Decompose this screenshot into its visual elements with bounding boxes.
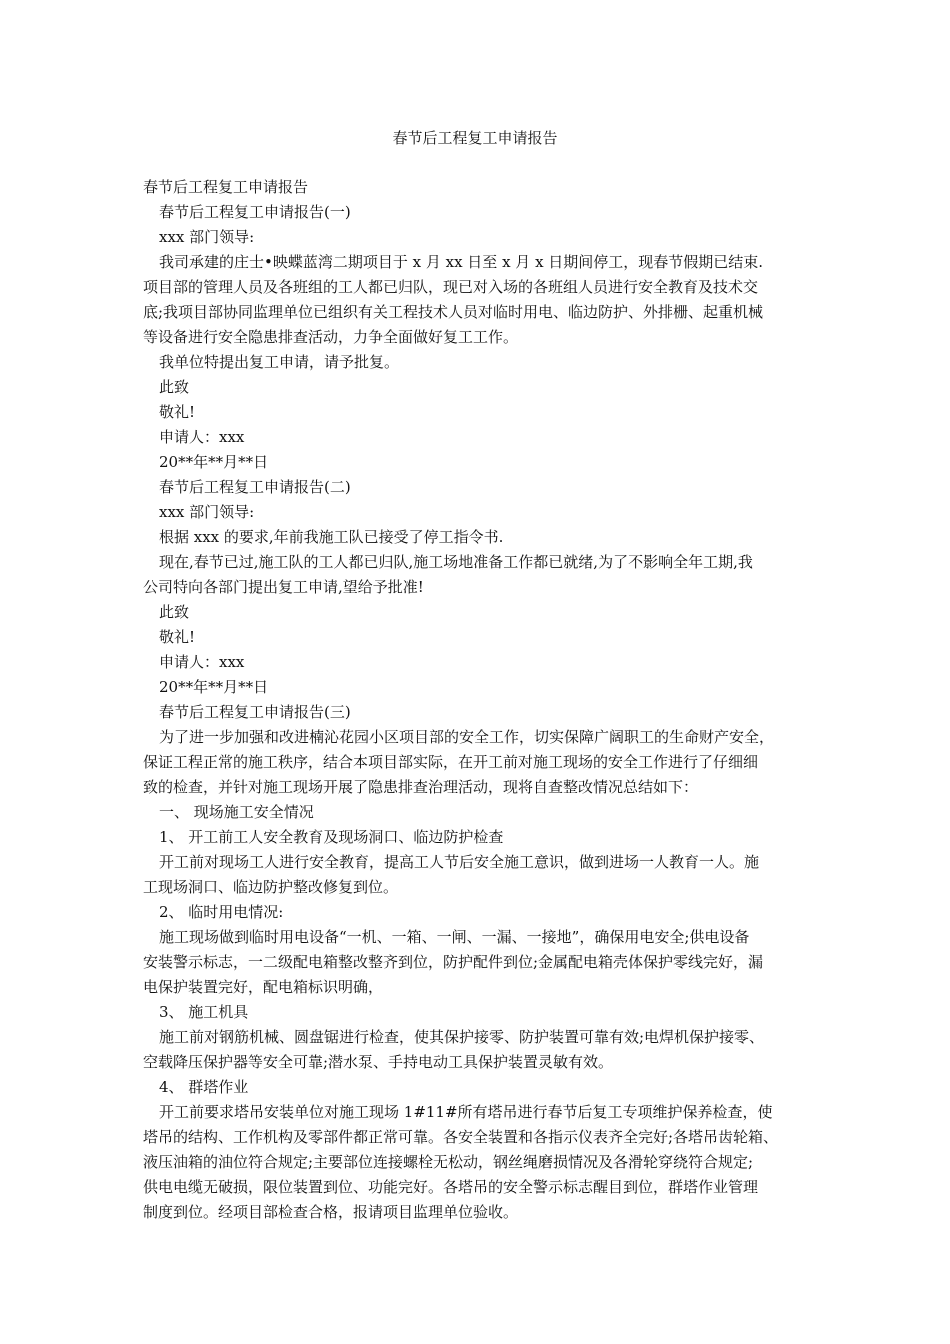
date-line: 20**年**月**日 [159,678,269,696]
paragraph-line: 工现场洞口、临边防护整改修复到位。 [143,878,399,896]
closing-line: 此致 [159,378,190,396]
part-heading: 一、 现场施工安全情况 [159,803,314,821]
paragraph-line: 塔吊的结构、工作机构及零部件都正常可靠。各安全装置和各指示仪表齐全完好;各塔吊齿轮箱、 [143,1128,779,1146]
closing-line: 敬礼! [159,403,196,421]
paragraph-line: 为了进一步加强和改进楠沁花园小区项目部的安全工作，切实保障广阔职工的生命财产安全， [159,728,775,746]
paragraph-line: 公司特向各部门提出复工申请,望给予批准! [143,578,424,596]
paragraph-line: 施工现场做到临时用电设备“一机、一箱、一闸、一漏、一接地”，确保用电安全;供电设备 [159,928,750,946]
paragraph-line: 液压油箱的油位符合规定;主要部位连接螺栓无松动，钢丝绳磨损情况及各滑轮穿绕符合规定; [143,1153,754,1171]
date-line: 20**年**月**日 [159,453,269,471]
section-title: 春节后工程复工申请报告(一) [159,203,351,221]
closing-line: 敬礼! [159,628,196,646]
salutation: xxx 部门领导: [159,503,255,521]
paragraph-line: 电保护装置完好，配电箱标识明确， [143,978,384,996]
paragraph-line: 致的检查，并针对施工现场开展了隐患排查治理活动，现将自查整改情况总结如下： [143,778,699,796]
item-heading: 4、 群塔作业 [159,1078,249,1096]
document-body [143,175,809,1225]
paragraph-line: 空载降压保护器等安全可靠;潜水泵、手持电动工具保护装置灵敏有效。 [143,1053,614,1071]
paragraph-line: 项目部的管理人员及各班组的工人都已归队，现已对入场的各班组人员进行安全教育及技术交 [143,278,759,296]
paragraph-line: 供电电缆无破损，限位装置到位、功能完好。各塔吊的安全警示标志醒目到位，群塔作业管理 [143,1178,759,1196]
paragraph-line: 保证工程正常的施工秩序，结合本项目部实际，在开工前对施工现场的安全工作进行了仔细细 [143,753,759,771]
paragraph-line: 制度到位。经项目部检查合格，报请项目监理单位验收。 [143,1203,519,1221]
item-heading: 3、 施工机具 [159,1003,249,1021]
paragraph-line: 施工前对钢筋机械、圆盘锯进行检查，使其保护接零、防护装置可靠有效;电焊机保护接零、 [159,1028,765,1046]
paragraph-line: 开工前对现场工人进行安全教育，提高工人节后安全施工意识，做到进场一人教育一人。施 [159,853,760,871]
closing-line: 此致 [159,603,190,621]
paragraph-line: 我司承建的庄士•映蝶蓝湾二期项目于 x 月 xx 日至 x 月 x 日期间停工，现春节假期已结束. [159,253,764,271]
item-heading: 1、 开工前工人安全教育及现场洞口、临边防护检查 [159,828,504,846]
paragraph-line: 根据 xxx 的要求,年前我施工队已接受了停工指令书. [159,528,504,546]
paragraph-line: 安装警示标志，一二级配电箱整改整齐到位，防护配件到位;金属配电箱壳体保护零线完好，漏 [143,953,764,971]
applicant-line: 申请人：xxx [159,428,245,446]
applicant-line: 申请人：xxx [159,653,245,671]
section-title: 春节后工程复工申请报告(二) [159,478,351,496]
paragraph-line: 我单位特提出复工申请，请予批复。 [159,353,400,371]
paragraph-line: 底;我项目部协同监理单位已组织有关工程技术人员对临时用电、临边防护、外排栅、起重机械 [143,303,764,321]
salutation: xxx 部门领导: [159,228,255,246]
paragraph-line: 现在,春节已过,施工队的工人都已归队,施工场地准备工作都已就绪,为了不影响全年工期,我 [159,553,753,571]
item-heading: 2、 临时用电情况: [159,903,284,921]
document-heading: 春节后工程复工申请报告 [143,178,309,196]
paragraph-line: 开工前要求塔吊安装单位对施工现场 1#11#所有塔吊进行春节后复工专项维护保养检查，使 [159,1103,773,1121]
section-title: 春节后工程复工申请报告(三) [159,703,351,721]
paragraph-line: 等设备进行安全隐患排查活动，力争全面做好复工工作。 [143,328,519,346]
document-title: 春节后工程复工申请报告 [392,129,558,147]
